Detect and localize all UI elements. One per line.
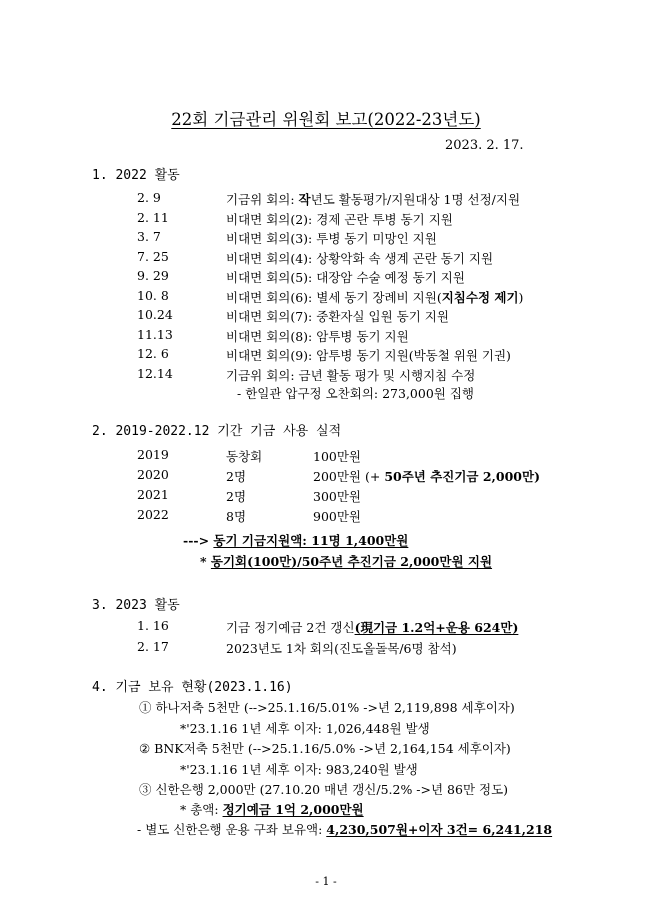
total-value: 정기예금 1억 2,000만원: [222, 802, 364, 817]
summary1-text: 동기 기금지원액: 11명 1,400만원: [213, 533, 409, 548]
activity-desc-text: 2023년도 1차 회의(진도올돌목/6명 참석): [226, 641, 457, 656]
activity-desc: [226, 366, 475, 384]
usage-recipient: 2명: [226, 489, 247, 504]
separate-label: - 별도 신한은행 운용 구좌 보유액:: [137, 822, 327, 837]
activity-desc: [226, 288, 523, 306]
activity-desc: [226, 229, 437, 247]
activity-desc-text: 기금 정기예금 2건 갱신: [226, 620, 355, 635]
usage-year: 2019: [137, 447, 169, 462]
activity-desc-bold: (現기금 1.2억+운용 624만): [354, 620, 519, 635]
summary1-line: [183, 531, 408, 549]
total-label: * 총액:: [180, 802, 223, 817]
activity-date: 9. 29: [137, 268, 169, 283]
usage-recipient: 2명: [226, 469, 247, 484]
usage-amount-text: 100만원: [313, 449, 362, 464]
activity-date: 12. 6: [137, 346, 169, 361]
holding-line-3: ② BNK저축 5천만 (-->25.1.16/5.0% ->년 2,164,154 세후이자): [139, 741, 511, 756]
activity-desc: [226, 327, 409, 345]
usage-recipient: 동창회: [226, 449, 263, 464]
section2-heading: 2. 2019-2022.12 기간 기금 사용 실적: [92, 424, 342, 439]
activity-date: 3. 7: [137, 229, 161, 244]
section4-heading: 4. 기금 보유 현황(2023.1.16): [92, 680, 293, 695]
activity-desc: [226, 307, 449, 325]
usage-year: 2020: [137, 467, 169, 482]
separate-value: 4,230,507원+이자 3건= 6,241,218: [326, 822, 553, 837]
activity-desc-text: 기금위 회의:: [226, 192, 299, 207]
summary2-star: *: [200, 554, 207, 569]
holding-line-4: *'23.1.16 1년 세후 이자: 983,240원 발생: [180, 762, 418, 777]
activity-desc-text: 비대면 회의(8): 암투병 동기 지원: [226, 328, 409, 344]
activity-date: 10.24: [137, 307, 173, 322]
section1-note: - 한일관 압구정 오찬회의: 273,000원 집행: [237, 386, 474, 401]
activity-desc: [226, 268, 465, 286]
activity-desc: [226, 639, 457, 657]
usage-amount-text: 900만원: [313, 509, 362, 524]
usage-year: 2022: [137, 507, 169, 522]
activity-desc-text: 비대면 회의(5): 대장암 수술 예정 동기 지원: [226, 270, 465, 285]
usage-amount-text: 200만원 (+: [313, 469, 385, 484]
usage-amount: [313, 467, 540, 485]
total-line: [180, 800, 364, 818]
activity-desc: [226, 618, 518, 636]
page-number: - 1 -: [315, 875, 337, 888]
holding-line-2: *'23.1.16 1년 세후 이자: 1,026,448원 발생: [180, 721, 430, 736]
activity-desc-tail: ): [518, 289, 524, 305]
usage-amount: [313, 447, 361, 465]
holding-line-1: ① 하나저축 5천만 (-->25.1.16/5.01% ->년 2,119,898 세후이자): [139, 700, 515, 715]
activity-desc-bold: 지침수정 제기: [441, 289, 519, 305]
activity-desc-text: 비대면 회의(6): 별세 동기 장례비 지원(: [226, 289, 442, 305]
activity-date: 2. 9: [137, 190, 161, 205]
activity-desc-tail: 년도 활동평가/지원대상 1명 선정/지원: [310, 192, 521, 207]
activity-desc-text: 비대면 회의(2): 경제 곤란 투병 동기 지원: [226, 211, 453, 227]
summary-arrow: --->: [183, 533, 210, 548]
activity-desc: [226, 346, 511, 364]
section3-heading: 3. 2023 활동: [92, 598, 180, 613]
activity-desc: [226, 249, 493, 267]
activity-desc-text: 기금위 회의: 금년 활동 평가 및 시행지침 수정: [226, 367, 476, 383]
activity-desc: [226, 190, 520, 208]
activity-desc: [226, 210, 453, 228]
separate-line: [137, 820, 552, 838]
activity-date: 2. 17: [137, 639, 169, 654]
section1-heading: 1. 2022 활동: [92, 168, 180, 183]
summary2-text: 동기회(100만)/50주년 추진기금 2,000만원 지원: [210, 554, 493, 569]
holding-line-5: ③ 신한은행 2,000만 (27.10.20 매년 갱신/5.2% ->년 86만 정도): [139, 782, 509, 797]
usage-amount: [313, 507, 361, 525]
activity-date: 12.14: [137, 365, 173, 381]
usage-recipient: 8명: [226, 509, 247, 524]
activity-date: 7. 25: [137, 248, 169, 264]
report-date: 2023. 2. 17.: [445, 138, 524, 153]
activity-date: 2. 11: [137, 209, 169, 225]
usage-amount-text: 300만원: [313, 489, 362, 504]
usage-year: 2021: [137, 487, 169, 502]
usage-amount: [313, 487, 361, 505]
summary2-line: [200, 552, 492, 570]
activity-date: 1. 16: [137, 618, 169, 633]
activity-date: 11.13: [137, 326, 173, 342]
activity-desc-bold: 작: [298, 192, 311, 207]
usage-amount-extra: 50주년 추진기금 2,000만): [384, 469, 540, 484]
activity-desc-text: 비대면 회의(7): 중환자실 입원 동기 지원: [226, 309, 449, 324]
activity-desc-text: 비대면 회의(3): 투병 동기 미망인 지원: [226, 231, 437, 246]
activity-date: 10. 8: [137, 287, 169, 303]
activity-desc-text: 비대면 회의(9): 암투병 동기 지원(박동철 위원 기권): [226, 348, 511, 363]
activity-desc-text: 비대면 회의(4): 상황악화 속 생계 곤란 동기 지원: [226, 250, 494, 266]
page-title: 22회 기금관리 위원회 보고(2022-23년도): [171, 110, 481, 129]
